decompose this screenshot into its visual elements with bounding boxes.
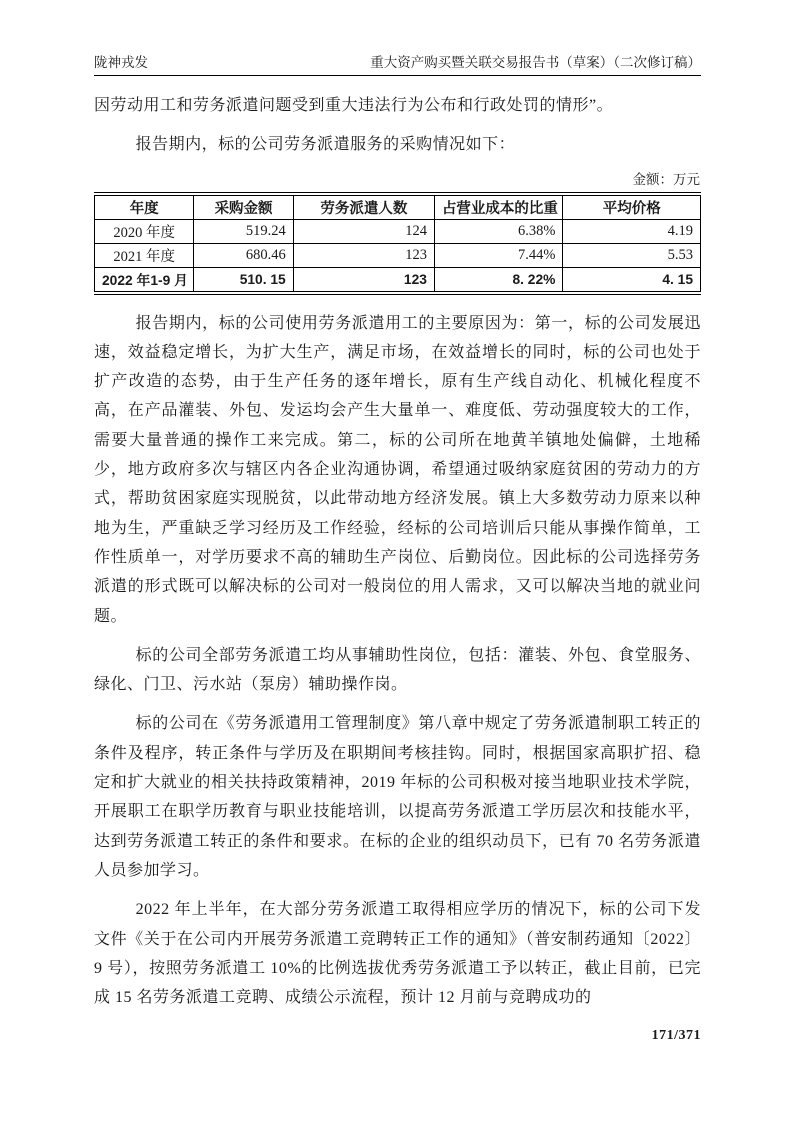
cell-year: 2021 年度 — [95, 243, 194, 267]
paragraph-dispatch-reasons: 报告期内，标的公司使用劳务派遣用工的主要原因为：第一，标的公司发展迅速，效益稳定增长，为扩大生产，满足市场，在效益增长的同时，标的公司也处于扩产改造的态势，由于生产任务的逐年增长，原有生产线自动化、机械化程度不高，在产品灌装、外包、发运均会产生大量单一、难度低、劳动强度较大的工作，需要大量普通的操作工来完成。第二，标的公司所在地黄羊镇地处偏僻，土地稀少，地方政府多次与辖区内各企业沟通协调，希望通过吸纳家庭贫困的劳动力的方式，帮助贫困家庭实现脱贫，以此带动地方经济发展。镇上大多数劳动力原来以种地为生，严重缺乏学习经历及工作经验，经标的公司培训后只能从事操作简单，工作性质单一，对学历要求不高的辅助生产岗位、后勤岗位。因此标的公司选择劳务派遣的形式既可以解决标的公司对一般岗位的用人需求，又可以解决当地的就业问题。 — [94, 314, 701, 625]
cell-year: 2022 年1-9 月 — [95, 267, 194, 293]
cell-dispatch-headcount: 123 — [293, 243, 434, 267]
column-header-year: 年度 — [95, 194, 194, 220]
cell-average-price: 5.53 — [563, 243, 701, 267]
cell-dispatch-headcount: 124 — [293, 219, 434, 243]
cell-average-price: 4. 15 — [563, 267, 701, 293]
paragraph-lead-in: 报告期内，标的公司劳务派遣服务的采购情况如下： — [135, 136, 516, 154]
cell-average-price: 4.19 — [563, 219, 701, 243]
column-header-cost-ratio: 占营业成本的比重 — [434, 194, 562, 220]
table-row-2020 — [95, 219, 701, 243]
table-header-row — [95, 194, 701, 220]
table-row-2021 — [95, 243, 701, 267]
column-header-dispatch-headcount: 劳务派遣人数 — [293, 194, 434, 220]
column-header-purchase-amount: 采购金额 — [194, 194, 293, 220]
cell-dispatch-headcount: 123 — [293, 267, 434, 293]
cell-cost-ratio: 6.38% — [434, 219, 562, 243]
header-company-name: 陇神戎发 — [94, 55, 148, 70]
cell-year: 2020 年度 — [95, 219, 194, 243]
paragraph-continuation: 因劳动用工和劳务派遣问题受到重大违法行为公布和行政处罚的情形”。 — [94, 97, 614, 114]
cell-cost-ratio: 7.44% — [434, 243, 562, 267]
table-row-2022-jan-sep — [95, 267, 701, 293]
cell-cost-ratio: 8. 22% — [434, 267, 562, 293]
page-number: 171/371 — [651, 1028, 701, 1043]
cell-purchase-amount: 519.24 — [194, 219, 293, 243]
table-unit-note: 金额：万元 — [632, 171, 700, 187]
paragraph-2022-competition: 2022 年上半年，在大部分劳务派遣工取得相应学历的情况下，标的公司下发文件《关于在公司内开展劳务派遣工竞聘转正工作的通知》（普安制药通知〔2022〕9 号），按照劳务派遣工 10%的比例选拔优秀劳务派遣工予以转正，截止目前，已完成 15 名劳务派遣工竞聘、成绩公示流程，预计 12 月前与竞聘成功的 — [94, 901, 701, 1007]
page-header — [94, 54, 701, 76]
cell-purchase-amount: 510. 15 — [194, 267, 293, 293]
labor-dispatch-procurement-table — [94, 192, 701, 295]
paragraph-regularization-policy: 标的公司在《劳务派遣用工管理制度》第八章中规定了劳务派遣制职工转正的条件及程序，转正条件与学历及在职期间考核挂钩。同时，根据国家高职扩招、稳定和扩大就业的相关扶持政策精神，2019 年标的公司积极对接当地职业技术学院，开展职工在职学历教育与职业技能培训，以提高劳务派遣工学历层次和技能水平，达到劳务派遣工转正的条件和要求。在标的企业的组织动员下，已有 70 名劳务派遣人员参加学习。 — [94, 715, 701, 879]
header-report-title: 重大资产购买暨关联交易报告书（草案）（二次修订稿） — [370, 55, 701, 70]
cell-purchase-amount: 680.46 — [194, 243, 293, 267]
column-header-average-price: 平均价格 — [563, 194, 701, 220]
paragraph-auxiliary-positions: 标的公司全部劳务派遣工均从事辅助性岗位，包括：灌装、外包、食堂服务、绿化、门卫、污水站（泵房）辅助操作岗。 — [94, 646, 701, 694]
document-body — [94, 91, 701, 1012]
